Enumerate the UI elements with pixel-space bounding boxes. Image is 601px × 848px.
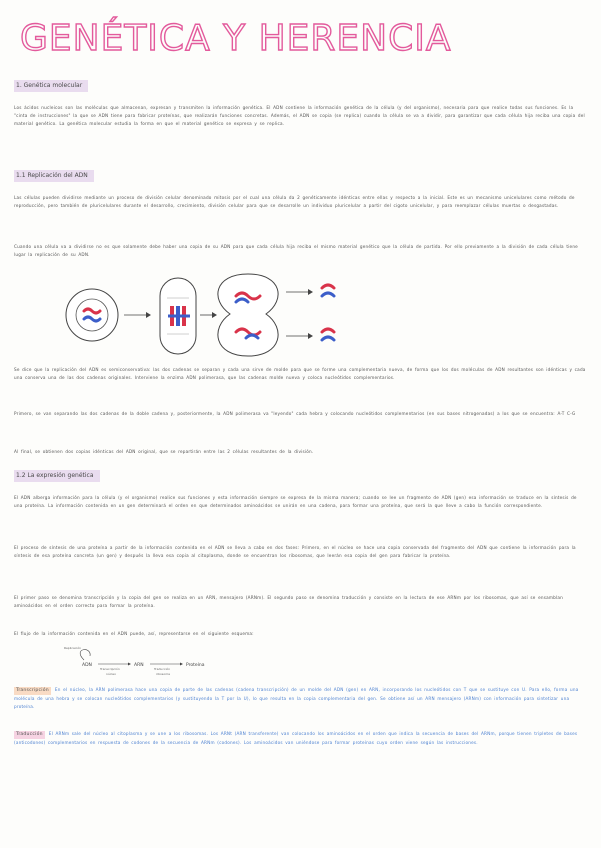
- paragraph-sintesis: El proceso de síntesis de una proteína a partir de la información contenida en el ADN se lleva a cabo en dos fases: Primero, en el núcleo se hace una copia conservada del fragmento del ADN que contiene la información para la síntesis de esa proteína concreta (un gen) y después la lleva esa copia al citoplasma, donde se encuentran los ribosomas, que leerán esa copia del gen para fabricar la proteína.: [14, 545, 576, 558]
- cell-metaphase: [160, 278, 196, 354]
- paragraph-transcripcion-traduccion: El primer paso se denomina transcripción y la copia del gen se realiza en un ARN, mensajero (ARNm). El segundo paso se denomina traducción y consiste en la lectura de ese ARNm por los ribosomas, que así se ensamblan aminoácidos en el orden correcto para formar la proteína.: [14, 595, 563, 608]
- label-ribosome: ribosoma: [156, 672, 170, 676]
- replication-loop: [80, 650, 90, 660]
- paragraph-esquema: El flujo de la información contenida en el ADN puede, así, representarse en el siguiente esquema:: [14, 631, 254, 636]
- label-nucleus: núcleo: [106, 672, 116, 676]
- tag-transcripcion: Transcripción: [16, 688, 49, 693]
- tag-traduccion: Traducción: [16, 732, 43, 737]
- section-heading-expresion: 1.2 La expresión genética: [14, 470, 100, 482]
- label-rna: ARN: [134, 663, 144, 668]
- title-text: GENÉTICA Y HERENCIA: [20, 18, 452, 59]
- section-heading-genetica-molecular: 1. Genética molecular: [14, 80, 88, 92]
- cell-dividing: [218, 274, 278, 356]
- cell-interphase: [66, 289, 118, 341]
- title-svg: [18, 6, 452, 66]
- paragraph-semiconservativa: Se dice que la replicación del ADN es semiconservativa: las dos cadenas se separan y cada una sirve de molde para que se forme una complementaria nueva, de forma que los dos moléculas de ADN resultantes son idénticas y cada una conserva una de las dos cadenas originales. Interviene la enzima ADN polimerasa, que las cadenas molde nueva y coloca nucleótidos complementarios.: [14, 367, 586, 380]
- daughter-chromosomes: [322, 285, 334, 340]
- label-transcription: Transcripción: [100, 667, 120, 671]
- label-replication: Replicación: [64, 646, 82, 650]
- section-heading-replicacion: 1.1 Replicación del ADN: [14, 170, 94, 182]
- page-title: [18, 6, 452, 66]
- label-protein: Proteína: [186, 663, 205, 668]
- paragraph-genetica-molecular: Los ácidos nucleicos son las moléculas que almacenan, expresan y transmiten la información genética. El ADN contiene la información genética de la célula (y del organismo), necesaria para que realice todas sus funciones. Es la "cinta de instrucciones" la que se ADN tiene para fabricar proteínas, que realizarán funciones concretas. Además, el ADN se copia (se replica) cuando la célula se va a dividir, para garantizar que cada célula hija reciba una copia del material genético. La genética molecular estudia la forma en que el material genético se expresa y se replica.: [14, 105, 585, 126]
- paragraph-division: Cuando una célula va a dividirse no es que solamente debe haber una copia de su ADN para que cada célula hija reciba el mismo material genético que la célula de partida. Por ello previamente a la división de cada célula tiene lugar la replicación de su ADN.: [14, 244, 578, 257]
- paragraph-polimerasa: Primero, se van separando las dos cadenas de la doble cadena y, posteriormente, la ADN polimerasa va "leyendo" cada hebra y colocando nucleótidos complementarios (en sus bases nitrogenadas) a los que se encuentra: A-T C-G: [14, 411, 576, 416]
- paragraph-transcripcion: [14, 686, 586, 711]
- paragraph-traduccion: [14, 730, 586, 747]
- text-transcripcion: En el núcleo, la ARN polimerasa hace una copia de parte de las cadenas (cadena transcripción) de un molde del ADN (gen) en ARN, incorporando los nucleótidos con T que se sustituye con U. Para ello, forma una molécula de una hebra y se colocan nucleótidos complementarios (y sustituyendo la T por la U), lo que resulta en la copia complementaria del gen. Se obtiene así un ARN mensajero (ARNm) con información para sintetizar una proteína.: [14, 687, 579, 709]
- paragraph-mitosis: Las células pueden dividirse mediante un proceso de división celular denominado mitosis por el cual una célula da 2 genéticamente idénticas entre ellas y respecto a la inicial. Este es un mecanismo unicelulares como método de reproducción, pero también de pluricelulares durante el desarrollo, crecimiento, división celular para que se desarrolle un individuo pluricelular a partir del cigoto unicelular, y para reemplazar células muertas o desgastadas.: [14, 195, 575, 208]
- label-translation: Traducción: [154, 667, 171, 671]
- paragraph-expresion: El ADN alberga información para la célula (y el organismo) realice sus funciones y esta información siempre se expresa de la misma manera; cuando se lee un fragmento de ADN (gen) esa información se traduce en la síntesis de una proteína. La información contenida en un gen determinará el orden en que determinados aminoácidos se unirán en una cadena, para formar una proteína, que será la que lleve a cabo la función correspondiente.: [14, 495, 577, 508]
- mitosis-diagram: [50, 270, 370, 360]
- paragraph-copias: Al final, se obtienen dos copias idénticas del ADN original, que se repartirán entre las 2 células resultantes de la división.: [14, 449, 314, 454]
- central-dogma-diagram: [62, 644, 222, 680]
- text-traduccion: El ARNm sale del núcleo al citoplasma y se une a los ribosomas. Los ARNt (ARN transferente) van colocando los aminoácidos en el orden que indica la secuencia de bases del ARNm, porque tienen tripletes de bases (anticodones) complementarios en respuesta de codones de la secuencia de ARNm (codones). Los aminoácidos van uniéndose para formar proteínas cuyo orden viene según las instrucciones.: [14, 731, 578, 745]
- label-dna: ADN: [82, 663, 92, 668]
